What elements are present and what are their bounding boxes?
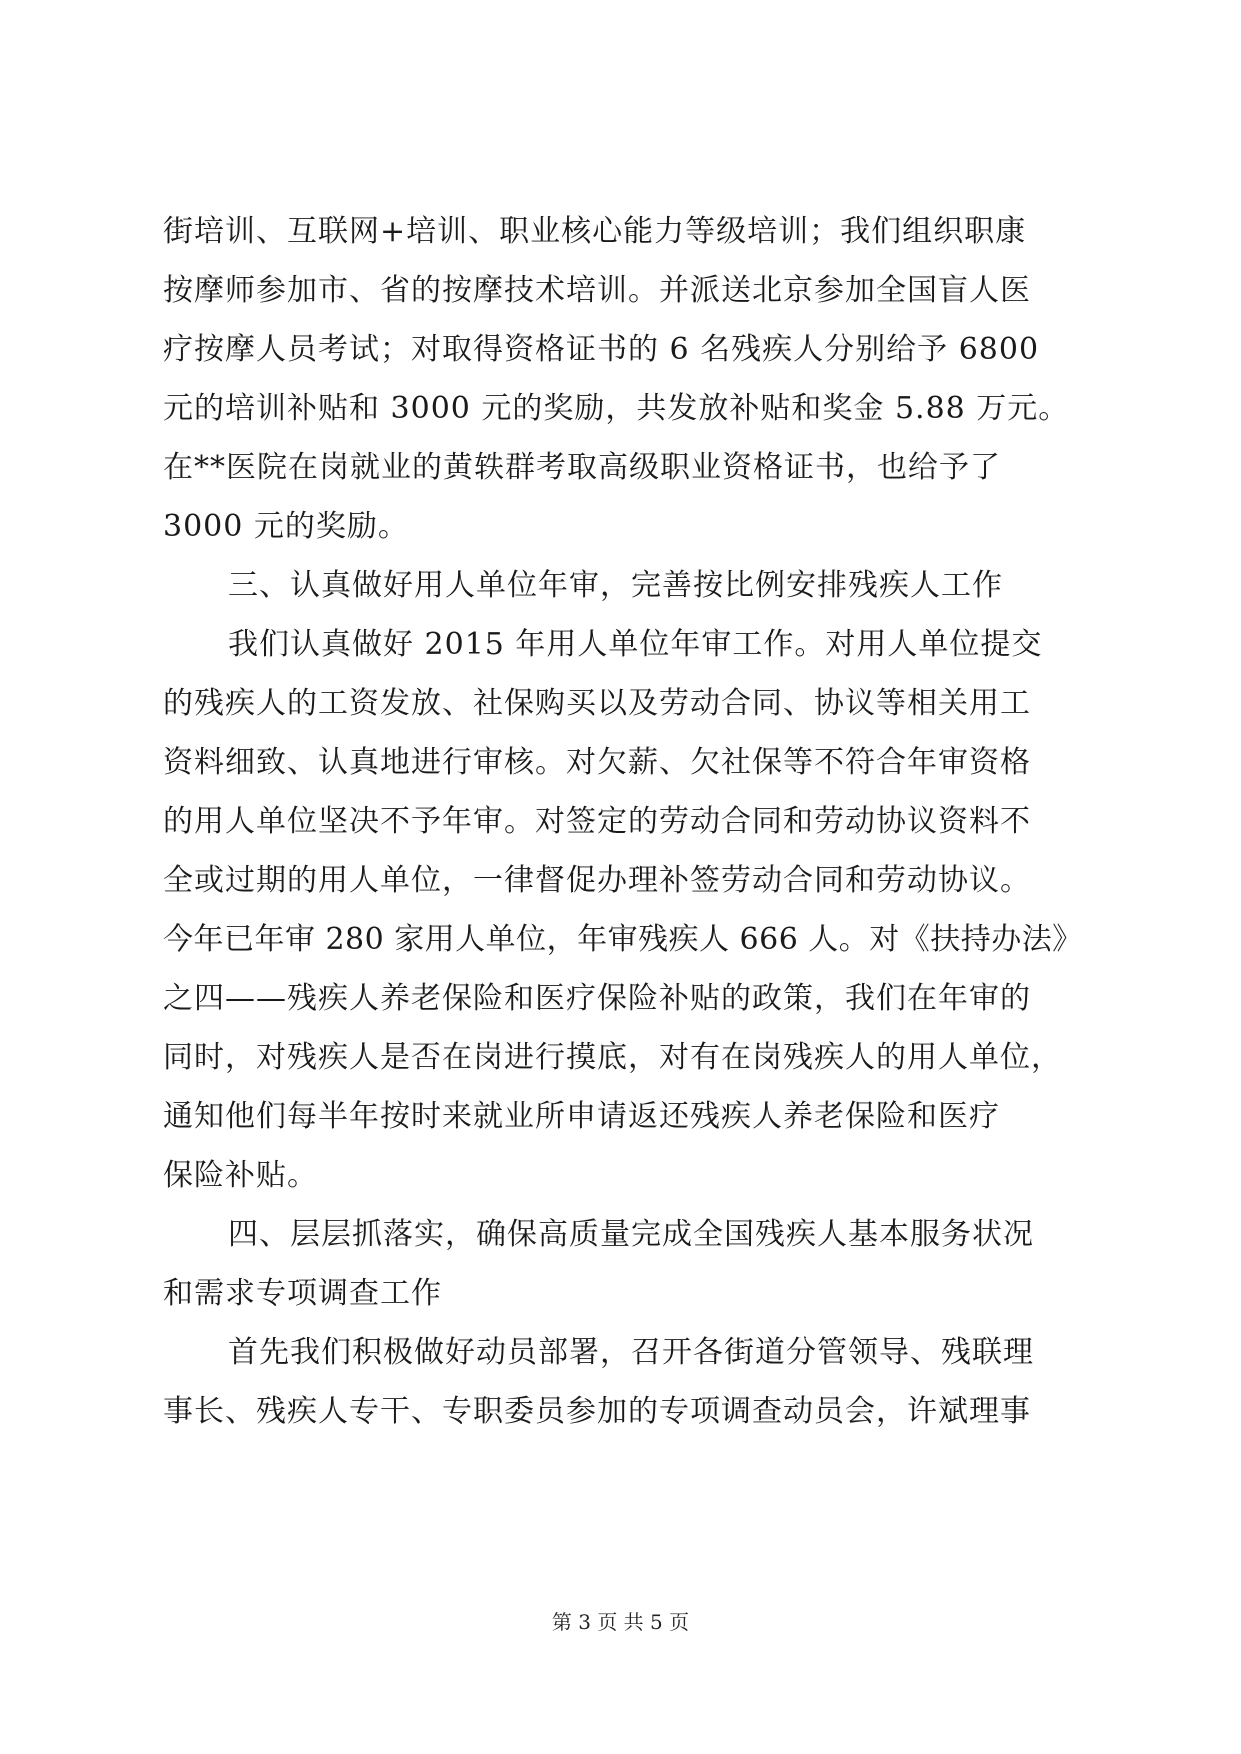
text-line-9: 的残疾人的工资发放、社保购买以及劳动合同、协议等相关用工 bbox=[163, 686, 1031, 721]
text-line-16: 通知他们每半年按时来就业所申请返还残疾人养老保险和医疗 bbox=[163, 1099, 1000, 1134]
text-line-15: 同时，对残疾人是否在岗进行摸底，对有在岗残疾人的用人单位， bbox=[163, 1040, 1062, 1075]
text-line-2: 按摩师参加市、省的按摩技术培训。并派送北京参加全国盲人医 bbox=[163, 273, 1031, 308]
text-line-6: 3000 元的奖励。 bbox=[163, 509, 409, 544]
text-line-12: 全或过期的用人单位，一律督促办理补签劳动合同和劳动协议。 bbox=[163, 863, 1031, 898]
text-line-20: 首先我们积极做好动员部署，召开各街道分管领导、残联理 bbox=[228, 1335, 1034, 1370]
section-heading-4-cont: 和需求专项调查工作 bbox=[163, 1276, 442, 1311]
text-line-4: 元的培训补贴和 3000 元的奖励，共发放补贴和奖金 5.88 万元。 bbox=[163, 391, 1070, 426]
section-heading-3: 三、认真做好用人单位年审，完善按比例安排残疾人工作 bbox=[228, 568, 1003, 603]
text-line-11: 的用人单位坚决不予年审。对签定的劳动合同和劳动协议资料不 bbox=[163, 804, 1031, 839]
section-heading-4: 四、层层抓落实，确保高质量完成全国残疾人基本服务状况 bbox=[228, 1217, 1034, 1252]
text-line-10: 资料细致、认真地进行审核。对欠薪、欠社保等不符合年审资格 bbox=[163, 745, 1031, 780]
text-line-8: 我们认真做好 2015 年用人单位年审工作。对用人单位提交 bbox=[228, 627, 1043, 662]
text-line-1: 街培训、互联网+培训、职业核心能力等级培训；我们组织职康 bbox=[163, 214, 1027, 249]
text-line-17: 保险补贴。 bbox=[163, 1158, 318, 1193]
text-line-5: 在**医院在岗就业的黄轶群考取高级职业资格证书，也给予了 bbox=[163, 450, 1001, 485]
text-line-13: 今年已年审 280 家用人单位，年审残疾人 666 人。对《扶持办法》 bbox=[163, 922, 1083, 957]
text-line-21: 事长、残疾人专干、专职委员参加的专项调查动员会，许斌理事 bbox=[163, 1394, 1031, 1429]
text-line-3: 疗按摩人员考试；对取得资格证书的 6 名残疾人分别给予 6800 bbox=[163, 332, 1040, 367]
page-footer: 第 3 页 共 5 页 bbox=[551, 1610, 690, 1634]
text-line-14: 之四——残疾人养老保险和医疗保险补贴的政策，我们在年审的 bbox=[163, 981, 1031, 1016]
